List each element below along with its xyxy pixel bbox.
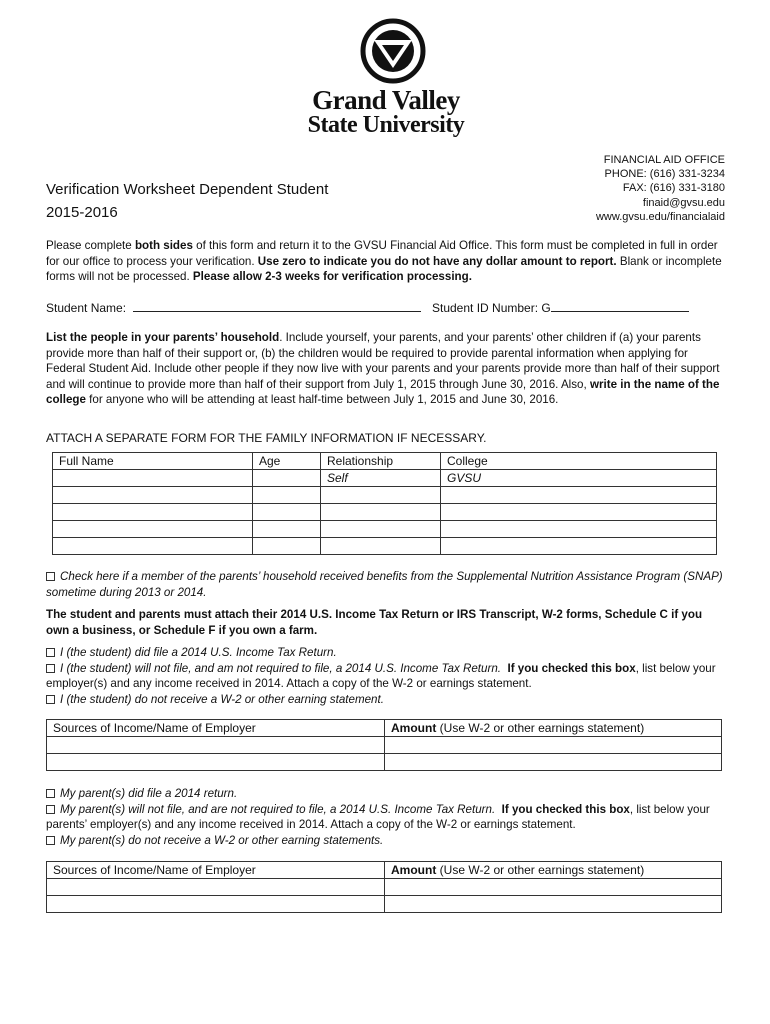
student-income-table [46,719,722,771]
table-row [53,453,717,470]
parent-option-2-bold: If you checked this box [501,803,630,816]
student-option-2-label: I (the student) will not file, and am not required to file, a 2014 U.S. Income Tax Return. [60,662,502,675]
table-row [47,879,722,896]
intro-bold-2: Use zero to indicate you do not have any dollar amount to report. [257,254,617,268]
award-year: 2015-2016 [46,204,118,221]
parent-option-2 [46,802,736,832]
student-id-prefix: G [541,301,551,315]
household-bold-2: write in the name of the college [46,377,720,406]
table-row [47,896,722,913]
student-name-label: Student Name: [46,301,127,315]
parent-did-file-checkbox[interactable] [46,789,55,798]
office-email: finaid@gvsu.edu [642,196,725,209]
cell-source[interactable] [47,879,385,896]
intro-bold-3: Please allow 2-3 weeks for verification processing. [192,270,472,284]
university-name [250,86,522,136]
cell-college[interactable] [441,487,717,504]
table-row [47,754,722,771]
student-option-3-label: I (the student) do not receive a W-2 or other earning statement. [60,693,384,706]
office-name: FINANCIAL AID OFFICE [603,154,725,166]
cell-relationship[interactable] [321,521,441,538]
header-full-name: Full Name [53,453,253,470]
parent-option-1-label: My parent(s) did file a 2014 return. [60,787,238,800]
intro-paragraph [46,238,726,285]
student-id-field[interactable] [551,300,689,312]
household-lead: List the people in your parents’ household [46,331,280,344]
page-title: Verification Worksheet Dependent Student [46,181,329,198]
cell-college-gvsu: GVSU [441,470,717,487]
cell-age[interactable] [253,538,321,555]
parent-income-table [46,861,722,913]
office-web: www.gvsu.edu/financialaid [595,210,725,223]
parent-option-1 [46,786,736,801]
household-text-1: . Include yourself, your parents, and your parents’ other children if (a) your parents provide more than half of their support or, (b) the children would be required to provide parental information when applying for Federal Student Aid. Include other people if they now live with your parents and your parents provide more than half of their support and will continue to provide more than half of their support from July 1, 2015 through June 30, 2016. Also, [46,331,720,391]
student-will-not-file-checkbox[interactable] [46,664,55,673]
cell-age[interactable] [253,521,321,538]
table-row [53,504,717,521]
household-text-2: for anyone who will be attending at least half-time between July 1, 2015 and June 30, 2016. [85,393,559,406]
table-row [53,470,717,487]
intro-bold-1: both sides [134,239,193,252]
student-id-row [432,300,689,315]
logo-line-1: Grand Valley [312,85,460,115]
cell-relationship[interactable] [321,504,441,521]
cell-source[interactable] [47,896,385,913]
table-row [53,487,717,504]
cell-amount[interactable] [385,737,722,754]
student-option-2-rest: , list below your employer(s) and any income received in 2014. Attach a copy of the W-2 or earnings statement. [46,662,716,690]
header-amount [385,720,722,737]
cell-name[interactable] [53,504,253,521]
intro-text-3: Blank or incomplete forms will not be processed. [46,254,722,284]
cell-relationship-self: Self [321,470,441,487]
cell-relationship[interactable] [321,487,441,504]
family-table [52,452,717,555]
table-row [53,521,717,538]
cell-name[interactable] [53,521,253,538]
snap-check-label: Check here if a member of the parents’ household received benefits from the Supplemental Nutrition Assistance Program (SNAP) sometime during 2013 or 2014. [46,570,723,599]
student-id-label: Student ID Number: [432,301,539,315]
cell-age[interactable] [253,487,321,504]
snap-checkbox[interactable] [46,572,55,581]
cell-amount[interactable] [385,879,722,896]
attach-note: ATTACH A SEPARATE FORM FOR THE FAMILY INFORMATION IF NECESSARY. [46,431,487,445]
header-amount-bold: Amount [391,863,437,877]
intro-text-2: of this form and return it to the GVSU Financial Aid Office. This form must be completed in full in order for our office to process your verification. [46,239,718,268]
parent-option-3-label: My parent(s) do not receive a W-2 or other earning statements. [60,834,384,847]
cell-age[interactable] [253,504,321,521]
header-amount-rest: (Use W-2 or other earnings statement) [436,863,645,877]
student-did-file-checkbox[interactable] [46,648,55,657]
cell-amount[interactable] [385,754,722,771]
student-option-2 [46,661,736,691]
table-row [47,737,722,754]
student-no-w2-checkbox[interactable] [46,695,55,704]
cell-college[interactable] [441,538,717,555]
student-option-2-bold: If you checked this box [507,662,636,675]
table-row [47,862,722,879]
student-name-row [46,300,421,315]
cell-relationship[interactable] [321,538,441,555]
parent-option-3 [46,833,736,848]
student-option-1 [46,645,736,660]
parent-no-w2-checkbox[interactable] [46,836,55,845]
cell-name[interactable] [53,487,253,504]
header-sources: Sources of Income/Name of Employer [47,720,385,737]
header-age: Age [253,453,321,470]
cell-name[interactable] [53,538,253,555]
office-fax: FAX: (616) 331-3180 [622,182,725,195]
header-amount-rest: (Use W-2 or other earnings statement) [436,721,645,735]
table-row [47,720,722,737]
table-row [53,538,717,555]
tax-note: The student and parents must attach their 2014 U.S. Income Tax Return or IRS Transcript, W-2 forms, Schedule C if you own a business, or Schedule F if you own a farm. [46,608,703,637]
snap-check-row [46,569,736,600]
student-option-1-label: I (the student) did file a 2014 U.S. Income Tax Return. [60,646,337,659]
office-contact [596,153,725,224]
office-phone: PHONE: (616) 331-3234 [604,168,725,181]
header-college: College [441,453,717,470]
header-amount [385,862,722,879]
logo-line-2: State University [307,112,465,138]
parent-will-not-file-checkbox[interactable] [46,805,55,814]
header-relationship: Relationship [321,453,441,470]
header-amount-bold: Amount [391,721,437,735]
student-option-3 [46,692,736,707]
gvsu-logo-icon [360,18,426,84]
cell-name[interactable] [53,470,253,487]
parent-option-2-label: My parent(s) will not file, and are not required to file, a 2014 U.S. Income Tax Return. [60,803,496,816]
household-paragraph [46,330,726,408]
cell-college[interactable] [441,504,717,521]
cell-source[interactable] [47,754,385,771]
cell-amount[interactable] [385,896,722,913]
intro-text-1: Please complete [46,239,135,252]
parent-option-2-rest: , list below your parents’ employer(s) and any income received in 2014. Attach a copy of the W-2 or earnings statement. [46,803,710,831]
student-name-field[interactable] [133,300,421,312]
header-sources: Sources of Income/Name of Employer [47,862,385,879]
cell-college[interactable] [441,521,717,538]
cell-source[interactable] [47,737,385,754]
cell-age[interactable] [253,470,321,487]
